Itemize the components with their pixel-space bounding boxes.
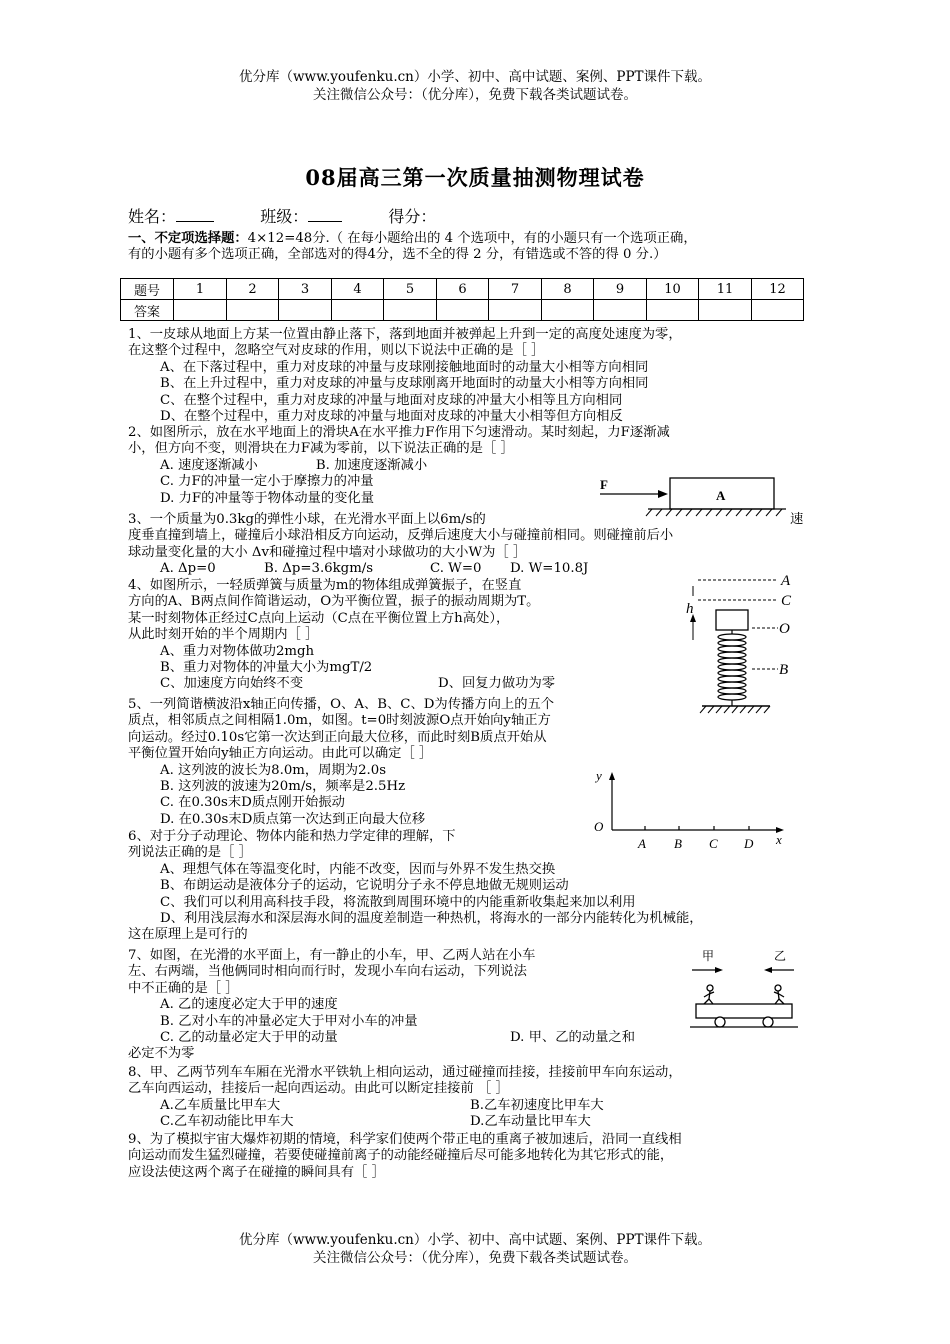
question-8	[128, 1065, 848, 1131]
table-answer-label: 答案	[121, 300, 174, 321]
q4-stem-1: 4、如图所示，一轻质弹簧与质量为m的物体组成弹簧振子，在竖直	[128, 578, 522, 593]
table-cell: 6	[437, 279, 489, 300]
q8-stem-2: 乙车向西运动，挂接后一起向西运动。由此可以断定挂接前 ［ ］	[128, 1081, 509, 1097]
q2-block-label: A	[716, 488, 726, 503]
question-4	[128, 578, 688, 693]
section-1-label: 一、不定项选择题：	[128, 231, 248, 246]
q9-stem-3: 应设法使这两个离子在碰撞的瞬间具有［ ］	[128, 1164, 385, 1180]
q2-stem-1: 2、如图所示，放在水平地面上的滑块A在水平推力F作用下匀速滑动。某时刻起，力F逐渐减	[128, 425, 670, 440]
q6-option-a: A、理想气体在等温变化时，内能不改变，因而与外界不发生热交换	[160, 861, 556, 877]
q1-stem-1: 1、一皮球从地面上方某一位置由静止落下，落到地面并被弹起上升到一定的高度处速度为零，	[128, 327, 682, 342]
q5-label-x: x	[776, 832, 782, 847]
answer-cell[interactable]	[752, 300, 804, 321]
q4-base-hatch	[700, 706, 770, 713]
table-header-label: 题号	[121, 279, 174, 300]
question-1	[128, 327, 848, 425]
question-3	[128, 512, 848, 578]
q4-option-b: B、重力对物体的冲量大小为mgT/2	[160, 659, 373, 675]
table-cell: 10	[647, 279, 699, 300]
q4-stem-2: 方向的A、B两点间作简谐运动，O为平衡位置，振子的振动周期为T。	[128, 594, 540, 610]
q7-option-b: B. 乙对小车的冲量必定大于甲对小车的冲量	[160, 1013, 418, 1029]
q8-option-d: D.乙车动量比甲车大	[470, 1114, 591, 1130]
class-blank	[308, 207, 342, 222]
q6-option-d-2: 这在原理上是可行的	[128, 927, 248, 943]
section-1-line-1: 4×12=48分.（ 在每小题给出的 4 个选项中，有的小题只有一个选项正确，	[247, 231, 697, 246]
q7-label-jia: 甲	[702, 949, 715, 963]
q6-option-c: C、我们可以利用高科技手段，将流散到周围环境中的内能重新收集起来加以利用	[160, 894, 636, 910]
q8-stem-1: 8、甲、乙两节列车车厢在光滑水平铁轨上相向运动，通过碰撞而挂接，挂接前甲车向东运动，	[128, 1065, 682, 1080]
table-cell: 9	[594, 279, 647, 300]
q5-stem-4: 平衡位置开始向y轴正方向运动。由此可以确定［ ］	[128, 746, 433, 762]
q2-force-label: F	[600, 477, 608, 492]
q2-option-d: D. 力F的冲量等于物体动量的变化量	[160, 490, 375, 506]
q7-stem-2: 左、右两端，当他俩同时相向而行时，发现小车向右运动，下列说法	[128, 964, 527, 980]
section-1-line-2: 有的小题有多个选项正确，全部选对的得4分，选不全的得 2 分，有错选或不答的得 0 分.）	[128, 247, 667, 263]
q7-wheel-right	[763, 1017, 773, 1027]
q7-arrow-right-head	[715, 967, 723, 973]
table-cell: 12	[752, 279, 804, 300]
q7-stem-3: 中不正确的是［ ］	[128, 980, 239, 996]
q3-option-d: D. W=10.8J	[510, 561, 589, 577]
q8-option-a: A.乙车质量比甲车大	[160, 1097, 281, 1113]
q8-option-c: C.乙车初动能比甲车大	[160, 1114, 294, 1130]
q2-option-a: A. 速度逐渐减小	[160, 457, 258, 473]
q5-option-c: C. 在0.30s末D质点刚开始振动	[160, 795, 345, 811]
q9-stem-2: 向运动而发生猛烈碰撞，若要使碰撞前离子的动能经碰撞后尽可能多地转化为其它形式的能，	[128, 1148, 674, 1164]
answer-table	[120, 278, 804, 321]
q4-label-o: O	[779, 621, 790, 637]
answer-cell[interactable]	[279, 300, 332, 321]
q4-stem-3: 某一时刻物体正经过C点向上运动（C点在平衡位置上方h高处），	[128, 610, 510, 626]
q5-y-arrowhead	[609, 772, 615, 780]
q3-stem-3: 球动量变化量的大小 Δv和碰撞过程中墙对小球做功的大小W为［ ］	[128, 544, 527, 560]
q4-option-d: D、回复力做功为零	[438, 676, 556, 692]
q7-person-yi	[774, 985, 784, 1004]
answer-cell[interactable]	[594, 300, 647, 321]
q5-option-b: B. 这列波的波速为20m/s，频率是2.5Hz	[160, 778, 406, 794]
name-blank	[176, 207, 214, 222]
q2-option-c: C. 力F的冲量一定小于摩擦力的冲量	[160, 474, 374, 490]
q1-option-a: A、在下落过程中，重力对皮球的冲量与皮球刚接触地面时的动量大小相等方向相同	[160, 359, 649, 375]
question-9	[128, 1132, 848, 1181]
q7-label-yi: 乙	[774, 949, 787, 963]
q5-label-c: C	[709, 836, 718, 851]
q4-label-h: h	[686, 601, 694, 617]
q7-option-d-1: D. 甲、乙的动量之和	[510, 1029, 636, 1045]
q4-stem-4: 从此时刻开始的半个周期内［ ］	[128, 627, 319, 643]
student-info	[128, 204, 436, 227]
q7-option-c: C. 乙的动量必定大于甲的动量	[160, 1029, 338, 1045]
table-cell: 8	[542, 279, 594, 300]
q5-stem-2: 质点，相邻质点之间相隔1.0m，如图。t=0时刻波源O点开始向y轴正方	[128, 713, 551, 729]
q7-arrow-left-head	[764, 967, 772, 973]
q5-label-a: A	[638, 836, 646, 851]
q5-option-d: D. 在0.30s末D质点第一次达到正向最大位移	[160, 811, 426, 827]
q7-wheel-left	[715, 1017, 725, 1027]
q7-cart-body	[696, 1004, 792, 1018]
q5-stem-3: 向运动。经过0.10s它第一次达到正向最大位移，而此时刻B质点开始从	[128, 729, 547, 745]
answer-cell[interactable]	[332, 300, 384, 321]
q3-option-c: C. W=0	[430, 561, 482, 577]
q6-stem-2: 列说法正确的是［ ］	[128, 845, 252, 861]
q8-options-cd	[128, 1114, 848, 1130]
q2-option-b: B. 加速度逐渐减小	[315, 457, 428, 473]
answer-cell[interactable]	[542, 300, 594, 321]
answer-cell[interactable]	[699, 300, 752, 321]
q7-option-d-2: 必定不为零	[128, 1046, 195, 1062]
q4-label-c: C	[781, 593, 792, 609]
q3-stem-2: 度垂直撞到墙上，碰撞后小球沿相反方向运动，反弹后速度大小与碰撞前相同。则碰撞前后小	[128, 528, 674, 544]
q8-options-ab	[128, 1098, 848, 1114]
answer-cell[interactable]	[647, 300, 699, 321]
q4-option-c: C、加速度方向始终不变	[160, 676, 304, 692]
answer-cell[interactable]	[174, 300, 227, 321]
page-title: 08届高三第一次质量抽测物理试卷	[305, 165, 645, 190]
question-6	[128, 829, 848, 944]
answer-cell[interactable]	[489, 300, 542, 321]
q2-force-arrowhead	[658, 490, 668, 498]
q4-spring	[718, 630, 746, 706]
q4-label-b: B	[779, 662, 789, 678]
table-cell: 2	[227, 279, 279, 300]
answer-cell[interactable]	[437, 300, 489, 321]
table-cell: 1	[174, 279, 227, 300]
q1-option-d: D、在整个过程中，重力对皮球的冲量与地面对皮球的冲量大小相等但方向相反	[160, 408, 623, 424]
q7-options-cd	[128, 1030, 848, 1046]
q5-label-b: B	[674, 836, 682, 851]
footer-line-2: 关注微信公众号：（优分库），免费下载各类试题试卷。	[313, 1250, 637, 1266]
q2-stem-2: 小，但方向不变，则滑块在力F减为零前，以下说法正确的是［ ］	[128, 441, 514, 457]
q5-option-a: A. 这列波的波长为8.0m，周期为2.0s	[160, 762, 387, 778]
q4-spring-figure	[682, 570, 802, 720]
q1-stem-2: 在这整个过程中，忽略空气对皮球的作用，则以下说法中正确的是［ ］	[128, 343, 545, 359]
answer-cell[interactable]	[227, 300, 279, 321]
q5-label-o: O	[594, 819, 604, 834]
table-row-numbers	[121, 279, 804, 300]
header-line-1: 优分库（www.youfenku.cn）小学、初中、高中试题、案例、PPT课件下载。	[238, 69, 712, 85]
q3-option-a: A. Δp=0	[160, 561, 216, 577]
q9-stem-1: 9、为了模拟宇宙大爆炸初期的情境，科学家们使两个带正电的重离子被加速后，沿同一直线相	[128, 1132, 682, 1147]
q2-block-figure	[598, 470, 788, 518]
q5-stem-1: 5、一列简谐横波沿x轴正向传播，O、A、B、C、D为传播方向上的五个	[128, 697, 555, 712]
q1-option-c: C、在整个过程中，重力对皮球的冲量与地面对皮球的冲量大小相等且方向相同	[160, 392, 623, 408]
q4-mass-block	[716, 610, 748, 630]
q7-cart-figure	[690, 946, 800, 1030]
q5-label-d: D	[744, 836, 754, 851]
q4-options-cd	[128, 676, 688, 692]
table-cell: 3	[279, 279, 332, 300]
table-cell: 4	[332, 279, 384, 300]
q3-stem-1b: 速	[790, 512, 804, 527]
table-cell: 5	[384, 279, 437, 300]
q5-label-y: y	[596, 768, 602, 783]
q6-option-b: B、布朗运动是液体分子的运动，它说明分子永不停息地做无规则运动	[160, 878, 569, 894]
name-label: 姓名：	[128, 207, 177, 226]
q3-option-b: B. Δp=3.6kgm/s	[264, 561, 374, 577]
q8-option-b: B.乙车初速度比甲车大	[470, 1097, 604, 1113]
section-1-intro	[128, 231, 848, 264]
q3-stem-1a: 3、一个质量为0.3kg的弹性小球，在光滑水平面上以6m/s的	[128, 512, 486, 527]
q4-option-a: A、重力对物体做功2mgh	[160, 643, 315, 659]
table-row-answers	[121, 300, 804, 321]
header-line-2: 关注微信公众号：（优分库），免费下载各类试题试卷。	[313, 87, 637, 103]
footer-line-1: 优分库（www.youfenku.cn）小学、初中、高中试题、案例、PPT课件下载。	[238, 1232, 712, 1248]
q7-option-a: A. 乙的速度必定大于甲的速度	[160, 997, 338, 1013]
q4-label-a: A	[781, 573, 791, 589]
table-cell: 11	[699, 279, 752, 300]
class-label: 班级：	[260, 207, 309, 226]
q1-option-b: B、在上升过程中，重力对皮球的冲量与皮球刚离开地面时的动量大小相等方向相同	[160, 376, 649, 392]
q6-option-d-1: D、利用浅层海水和深层海水间的温度差制造一种热机，将海水的一部分内能转化为机械能，	[160, 910, 703, 926]
q7-stem-1: 7、如图，在光滑的水平面上，有一静止的小车，甲、乙两人站在小车	[128, 948, 536, 963]
q6-stem-1: 6、对于分子动理论、物体内能和热力学定律的理解，下	[128, 829, 456, 844]
q7-person-jia	[704, 985, 714, 1004]
q3-stem-1	[128, 512, 848, 528]
table-cell: 7	[489, 279, 542, 300]
score-label: 得分：	[388, 207, 437, 226]
answer-cell[interactable]	[384, 300, 437, 321]
